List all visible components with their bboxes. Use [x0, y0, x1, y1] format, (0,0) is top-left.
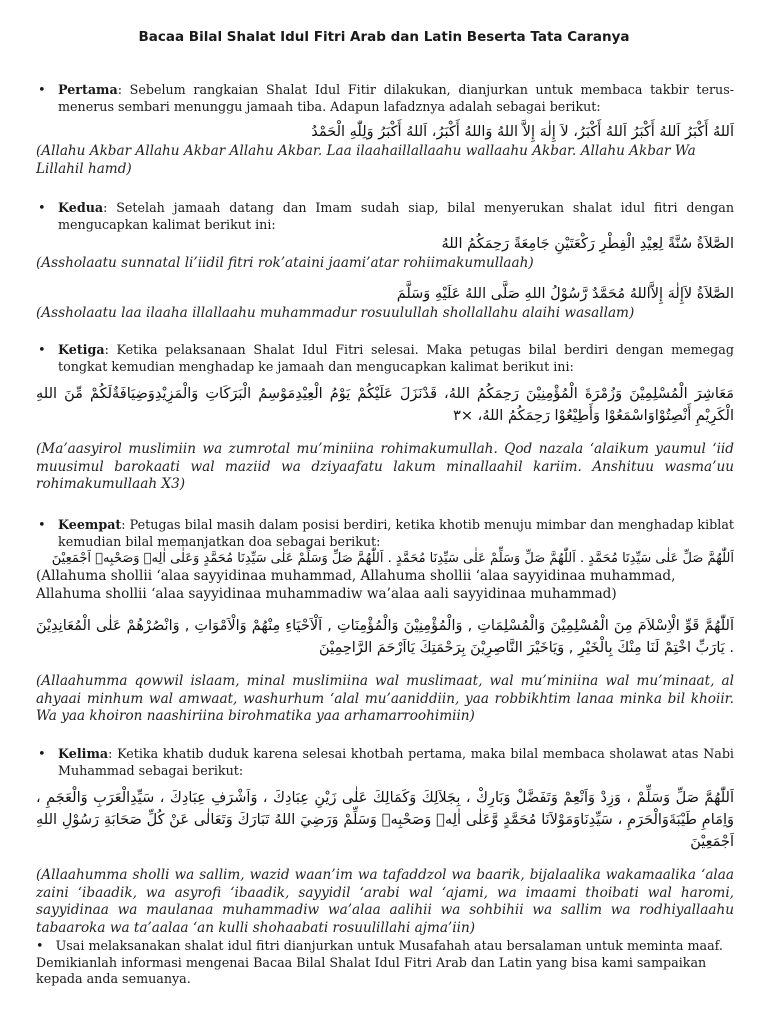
ketiga-latin: (Ma’aasyirol muslimiin wa zumrotal mu’miniina rohimakumullah. Qod nazala ‘alaikum yaumul ‘iid muusimul barokaati wal maziid wa dziyaafatu lakum minallaahil kariim. Anshituu wasma’uu rohimakumullaah X3)	[36, 441, 734, 492]
bullet: •	[38, 747, 46, 762]
kedua-latin-1: (Assholaatu sunnatal li’iidil fitri rok’ataini jaami’atar rohiimakumullaah)	[36, 255, 534, 271]
kelima-latin: (Allaahumma sholli wa sallim, wazid waan’im wa tafaddzol wa baarik, bijalaalika wakamaalika ‘alaa zaini ‘ibaadik, wa asyrofi ‘ibaadik, sayyidil ‘arabi wal ‘ajami, wa imaami thoibati wal haromi, sayyidinaa wa maulanaa muhammadiw wa’alaa aalihii wa sohbihii wa sallim wa rodhiyallaahu tabaaroka wa ta’aalaa ‘an kulli shohaabati rosuulillahi ajma’iin)	[36, 867, 734, 936]
keempat-label: Keempat	[58, 517, 122, 532]
ketiga-text: Ketiga: Ketika pelaksanaan Shalat Idul Fitri selesai. Maka petugas bilal berdiri dengan memegag tongkat kemudian menghadap ke jamaah dan mengucapkan kalimat berikut ini:	[58, 342, 734, 374]
closing-final-text: Demikianlah informasi mengenai Bacaa Bilal Shalat Idul Fitri Arab dan Latin yang bisa kami sampaikan kepada anda semuanya.	[36, 954, 707, 986]
kelima-arabic: اَللّٰهُمَّ صَلِّ وَسَلِّمْ ، وَزِدْ وَاَنْعِمْ وَتَفَضَّلْ وَبَارِكْ ، بِجَلاَلِكَ وَكَمَالِكَ عَلٰى زَيْنِ عِبَادِكَ ، وَاَشْرَفِ عِبَادِكَ ، سَيِّدِالْعَرَبِ وَالْعَجَمِ ، وَاِمَامِ طَيْبَةَوَالْحَرَمِ ، سَيِّدِنَاوَمَوْلاَنَا مُحَمَّدٍ وَّعَلٰى اٰلِهٖ وَصَحْبِهٖ وَسَلِّمْ وَرَضِيَ اللهُ تَبَارَكَ وَتَعَالٰى عَنْ كُلِّ صَحَابَةِ رَسُوْلِ اللهِ اَجْمَعِيْنَ	[36, 790, 734, 850]
keempat-latin-2: (Allaahumma qowwil islaam, minal muslimiina wal muslimaat, wal mu’miniina wal mu’minaat, al ahyaai minhum wal amwaat, washurhum ‘alal mu’aaniddiin, yaa robbikhtim lanaa minka bil khoiir. Wa yaa khoiron naashiriina birohmatika yaa arhamarroohimiin)	[36, 673, 734, 724]
pertama-label: Pertama	[58, 82, 118, 97]
ketiga-arabic: مَعَاشِرَ الْمُسْلِمِيْنَ وَزُمْرَةَ الْمُؤْمِنِيْنَ رَحِمَكُمُ اللهُ، قَدْنَزَلَ عَلَيْكُمْ يَوْمُ الْعِيْدِمَوْسِمُ الْبَرَكَاتِ وَالْمَزِيْدِوَضِيَافَةٌلَكُمْ مِّنَ اللهِ الْكَرِيْمِ أَنْصِتُوْاوَاسْمَعُوْا وَأَطِيْعُوْا رَحِمَكُمُ اللهُ، ×٣	[36, 386, 734, 424]
kedua-arabic-1: الصَّلاَةُ سُنَّةً لِعِيْدِ الْفِطْرِ رَكْعَتَيْنِ جَامِعَةً رَحِمَكُمُ اللهُ	[441, 236, 734, 252]
kedua-arabic-2: الصَّلاَةُ لاَإِلٰهَ إِلاَّاللهُ مُحَمَّدٌ رَّسُوْلُ اللهِ صَلَّى اللهُ عَلَيْهِ وَسَلَّمَ	[396, 285, 734, 302]
kelima-label: Kelima	[58, 746, 109, 761]
pertama-latin: (Allahu Akbar Allahu Akbar Allahu Akbar. Laa ilaahaillallaahu wallaahu Akbar. Allahu Akbar Wa Lillahil hamd)	[36, 143, 696, 177]
section-kelima	[36, 746, 734, 937]
bullet: •	[38, 201, 46, 216]
section-keempat	[36, 517, 734, 726]
keempat-arabic-2: اَللّٰهُمَّ قَوِّ الْاِسْلاَمَ مِنَ الْمُسْلِمِيْنَ وَالْمُسْلِمَاتِ , وَالْمُؤْمِنِيْنَ وَالْمُؤْمِنَاتِ , اَلْاَحْيَاءِ مِنْهُمْ وَالْاَمْوَاتِ , وَانْصُرْهُمْ عَلٰى الْمُعَانِدِيْنَ . يَارَبِّ اخْتِمْ لَنَا مِنْكَ بِالْخَيْرِ , وَيَاخَيْرَ النَّاصِرِيْنَ بِرَحْمَتِكَ يَااَرْحَمَ الرَّاحِمِيْنَ	[36, 618, 734, 656]
kedua-latin-2: (Assholaatu laa ilaaha illallaahu muhammadur rosuulullah shollallahu alaihi wasallam)	[36, 304, 635, 321]
pertama-arabic: اَللهُ أَكْبَرُ اَللهُ أَكْبَرُ اَللهُ أَكْبَرُ، لاَ إِلٰهَ إِلاَّ اللهُ وَاللهُ أَكْبَرُ، اَللهُ أَكْبَرُ وَلِلّٰهِ الْحَمْدُ	[311, 124, 734, 140]
section-ketiga	[36, 342, 734, 494]
keempat-arabic-1: اَللّٰهُمَّ صَلِّ عَلٰى سَيِّدِنَا مُحَمَّدٍ . اَللّٰهُمَّ صَلِّ وَسَلِّمْ عَلٰى سَيِّدِنَا مُحَمَّدٍ . اَللّٰهُمَّ صَلِّ وَسَلِّمْ عَلٰى سَيِّدِنَا مُحَمَّدٍ وَعَلٰى اٰلِهٖ وَصَحْبِهٖ اَجْمَعِيْنَ	[51, 551, 734, 566]
kedua-text: Kedua: Setelah jamaah datang dan Imam sudah siap, bilal menyerukan shalat idul fitri dengan mengucapkan kalimat berikut ini:	[58, 200, 734, 232]
page-title: Bacaa Bilal Shalat Idul Fitri Arab dan Latin Beserta Tata Caranya	[138, 29, 630, 45]
section-closing	[36, 938, 734, 988]
section-kedua	[36, 200, 734, 322]
bullet: •	[38, 343, 46, 358]
pertama-text: Pertama: Sebelum rangkaian Shalat Idul Fitir dilakukan, dianjurkan untuk membaca takbir terus-menerus sembari menunggu jamaah tiba. Adapun lafadznya adalah sebagai berikut:	[58, 82, 734, 114]
ketiga-label: Ketiga	[58, 342, 105, 357]
bullet: •	[38, 518, 46, 533]
bullet: •	[38, 83, 46, 98]
bullet: •	[36, 938, 44, 953]
kelima-text: Kelima: Ketika khatib duduk karena selesai khotbah pertama, maka bilal membaca sholawat atas Nabi Muhammad sebagai berikut:	[58, 746, 734, 778]
keempat-text: Keempat: Petugas bilal masih dalam posisi berdiri, ketika khotib menuju mimbar dan menghadap kiblat kemudian bilal memanjatkan doa sebagai berikut:	[58, 517, 734, 549]
section-pertama	[36, 82, 734, 178]
keempat-latin-1: (Allahuma shollii ‘alaa sayyidinaa muhammad, Allahuma shollii ‘alaa sayyidinaa muhammad, Allahuma shollii ‘alaa sayyidinaa muhammadiw wa’alaa aali sayyidinaa muhammad)	[36, 568, 676, 602]
closing-bullet-text: • Usai melaksanakan shalat idul fitri dianjurkan untuk Musafahah atau bersalaman untuk meminta maaf.	[36, 938, 723, 953]
kedua-label: Kedua	[58, 200, 104, 215]
